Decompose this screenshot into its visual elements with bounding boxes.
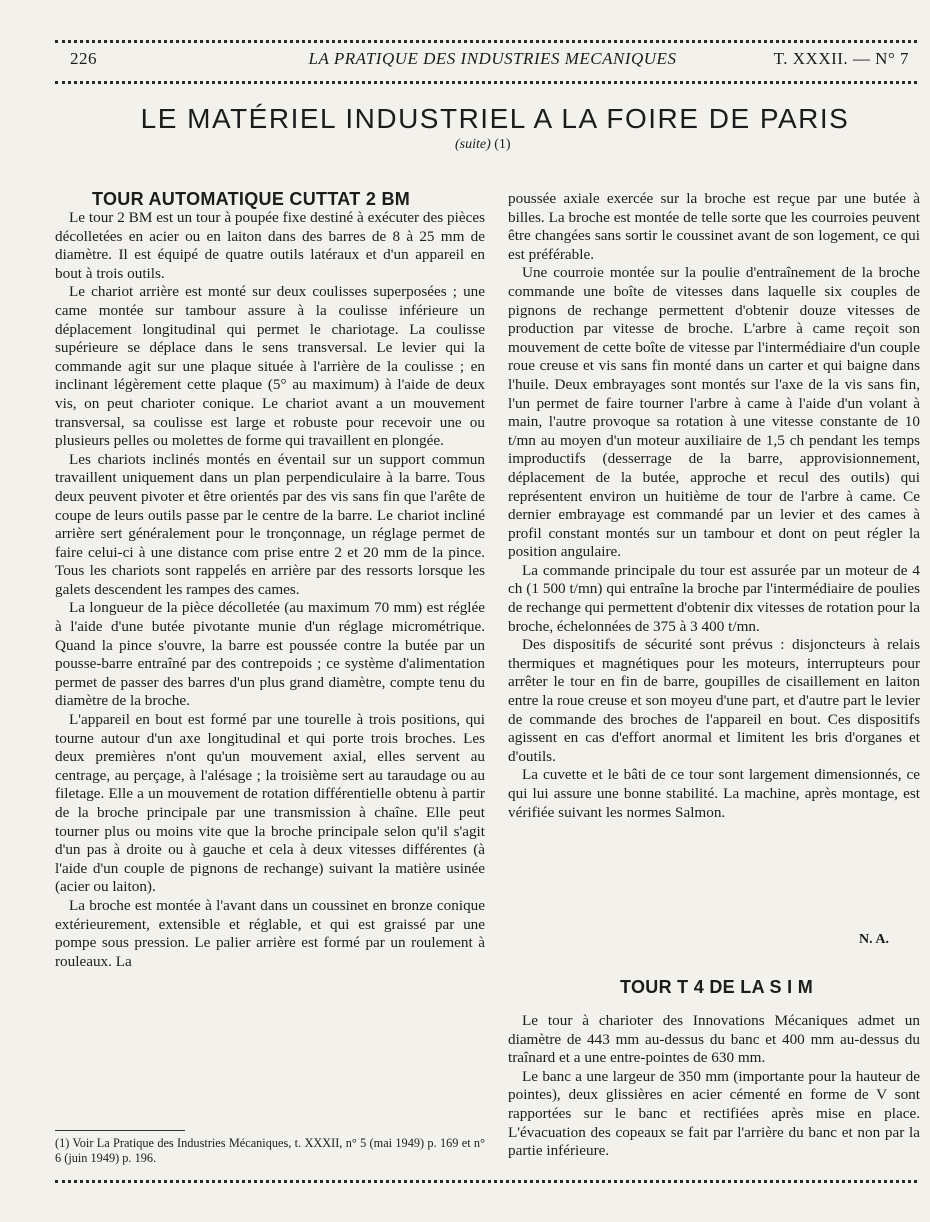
paragraph: Une courroie montée sur la poulie d'entraînement de la broche commande une boîte de vitesses dans laquelle six couples de pignons de rechange permettent d'obtenir douze vitesses de production par vitesse de broche. L'arbre à came reçoit son mouvement de cette boîte de vitesse par l'intermédiaire d'un couple roue creuse et vis sans fin monté dans un carter et qui baigne dans l'huile. Deux embrayages sont montés sur l'axe de la vis sans fin, l'un permet de faire tourner l'arbre à came à l'aide d'un volant à main, l'autre provoque sa rotation à une vitesse constante de 10 t/mn au moyen d'un moteur auxiliaire de 1,5 ch pendant les temps improductifs (desserrage de la barre, approvisionnement, déplacement de la butée, approche et recul des outils) qui représentent environ un huitième de tour de l'arbre à came. Ce dernier embrayage est commandé par un levier et des cames à profil constant montés sur un tambour et dont on peut régler la position angulaire.: [508, 264, 920, 561]
running-header: [70, 47, 915, 73]
section-heading-cuttat: TOUR AUTOMATIQUE CUTTAT 2 BM: [92, 189, 411, 209]
paragraph: Le tour à charioter des Innovations Mécaniques admet un diamètre de 443 mm au-dessus du banc et 400 mm au-dessus du traînard et a une entre-pointes de 630 mm.: [508, 1012, 920, 1067]
top-dotted-rule: [55, 40, 917, 43]
journal-title: LA PRATIQUE DES INDUSTRIES MECANIQUES: [308, 49, 677, 68]
footnote-marker: (1): [55, 1136, 70, 1150]
paragraph: Les chariots inclinés montés en éventail sur un support commun travaillent uniquement dans un plan perpendiculaire à la barre. Tous deux peuvent pivoter et être orientés par des vis sans fin que l'arête de coupe de leurs outils passe par le centre de la barre. Le chariot incliné arrière sert généralement pour le tronçonnage, un réglage permet de faire celui-ci à une distance com prise entre 2 et 20 mm de la pince. Tous les chariots sont rappelés en arrière par des ressorts lorsque les galets descendent les rampes des cames.: [55, 450, 485, 598]
subtitle-text: (suite): [455, 137, 491, 152]
article-subtitle: [455, 137, 511, 153]
paragraph: La broche est montée à l'avant dans un coussinet en bronze conique extérieurement, extensible et réglable, et qui est graissé par une pompe sous pression. Le palier arrière est formé par un roulement à rouleaux. La: [55, 896, 485, 970]
paragraph: Le tour 2 BM est un tour à poupée fixe destiné à exécuter des pièces décolletées en acier ou en laiton dans des barres de 8 à 25 mm de diamètre. Il est équipé de quatre outils latéraux et d'un appareil en bout à trois outils.: [55, 209, 485, 282]
footnote-text: Voir La Pratique des Industries Mécaniques, t. XXXII, n° 5 (mai 1949) p. 169 et n° 6 (juin 1949) p. 196.: [55, 1136, 485, 1165]
footnote: [55, 1136, 485, 1166]
bottom-dotted-rule: [55, 1180, 917, 1183]
right-column-section2: [508, 1012, 920, 1161]
right-column: [508, 190, 920, 822]
paragraph: Le chariot arrière est monté sur deux coulisses superposées ; une came montée sur tambour assure à la coulisse inférieure un déplacement longitudinal qui permet le chariotage. La coulisse supérieure se déplace dans le sens transversal. Le levier qui la commande agit sur une plaque située à l'arrière de la coulisse ; en inclinant légèrement cette plaque (5° au maximum) à l'aide de deux vis, on peut charioter conique. Le chariot avant a un mouvement transversal, sa coulisse est large et robuste pour recevoir une ou plusieurs pelles ou molettes de forme qui travaillent en plongée.: [55, 283, 485, 450]
footnote-rule: [55, 1130, 185, 1131]
paragraph: poussée axiale exercée sur la broche est reçue par une butée à billes. La broche est montée de telle sorte que les courroies peuvent être changées sans sortir le coussinet avant de son logement, ce qui est préférable.: [508, 190, 920, 263]
paragraph: Des dispositifs de sécurité sont prévus : disjoncteurs à relais thermiques et magnétiques pour les moteurs, interrupteurs pour arrêter le tour en fin de barre, goupilles de cisaillement en laiton entre la roue creuse et son moyeu d'une part, et d'autre part le levier de commande des broches de l'appareil en bout. Ces dispositifs agissent en cas d'effort anormal et limitent les bris d'organes et d'outils.: [508, 636, 920, 765]
subtitle-footnote-ref: (1): [494, 137, 511, 152]
left-column: [55, 209, 485, 971]
paragraph: Le banc a une largeur de 350 mm (importante pour la hauteur de pointes), deux glissières en acier cémenté en forme de V sont rapportées sur le banc et rectifiées après mise en place. L'évacuation des copeaux se fait par l'arrière du banc et non par la partie inférieure.: [508, 1067, 920, 1160]
paragraph: La commande principale du tour est assurée par un moteur de 4 ch (1 500 t/mn) qui entraîne la broche par l'intermédiaire de poulies de rechange qui permettent d'obtenir dix vitesses de rotation pour la broche, échelonnées de 375 à 3 400 t/mn.: [508, 561, 920, 635]
paragraph: La cuvette et le bâti de ce tour sont largement dimensionnés, ce qui lui assure une bonne stabilité. La machine, après montage, est vérifiée suivant les normes Salmon.: [508, 766, 920, 821]
paragraph: La longueur de la pièce décolletée (au maximum 70 mm) est réglée à l'aide d'une butée pivotante munie d'un réglage micrométrique. Quand la pince s'ouvre, la barre est poussée contre la butée par un pousse-barre entraîné par des contrepoids ; ce système d'alimentation permet de passer des barres d'un plus grand diamètre, compte tenu du diamètre de la broche.: [55, 599, 485, 710]
issue-number: T. XXXII. — N° 7: [773, 49, 909, 68]
paragraph: L'appareil en bout est formé par une tourelle à trois positions, qui tourne autour d'un axe longitudinal et qui porte trois broches. Les deux premières n'ont qu'un mouvement axial, elles servent au centrage, au perçage, à l'alésage ; la troisième sert au taraudage ou au filetage. Elle a un mouvement de rotation différentielle obtenu à partir de la broche principale par une transmission à chaîne. Elle peut tourner plus ou moins vite que la broche principale selon qu'il s'agit d'un pas à droite ou à gauche et cela à deux vitesses différentes (à l'aide d'un couple de pignons de rechange) suivant la matière usinée (acier ou laiton).: [55, 711, 485, 896]
section-heading-sim: TOUR T 4 DE LA S I M: [620, 977, 814, 997]
header-dotted-rule: [55, 81, 917, 84]
author-signature: N. A.: [859, 932, 889, 947]
page-number: 226: [70, 49, 97, 68]
article-title: LE MATÉRIEL INDUSTRIEL A LA FOIRE DE PARIS: [140, 103, 850, 134]
